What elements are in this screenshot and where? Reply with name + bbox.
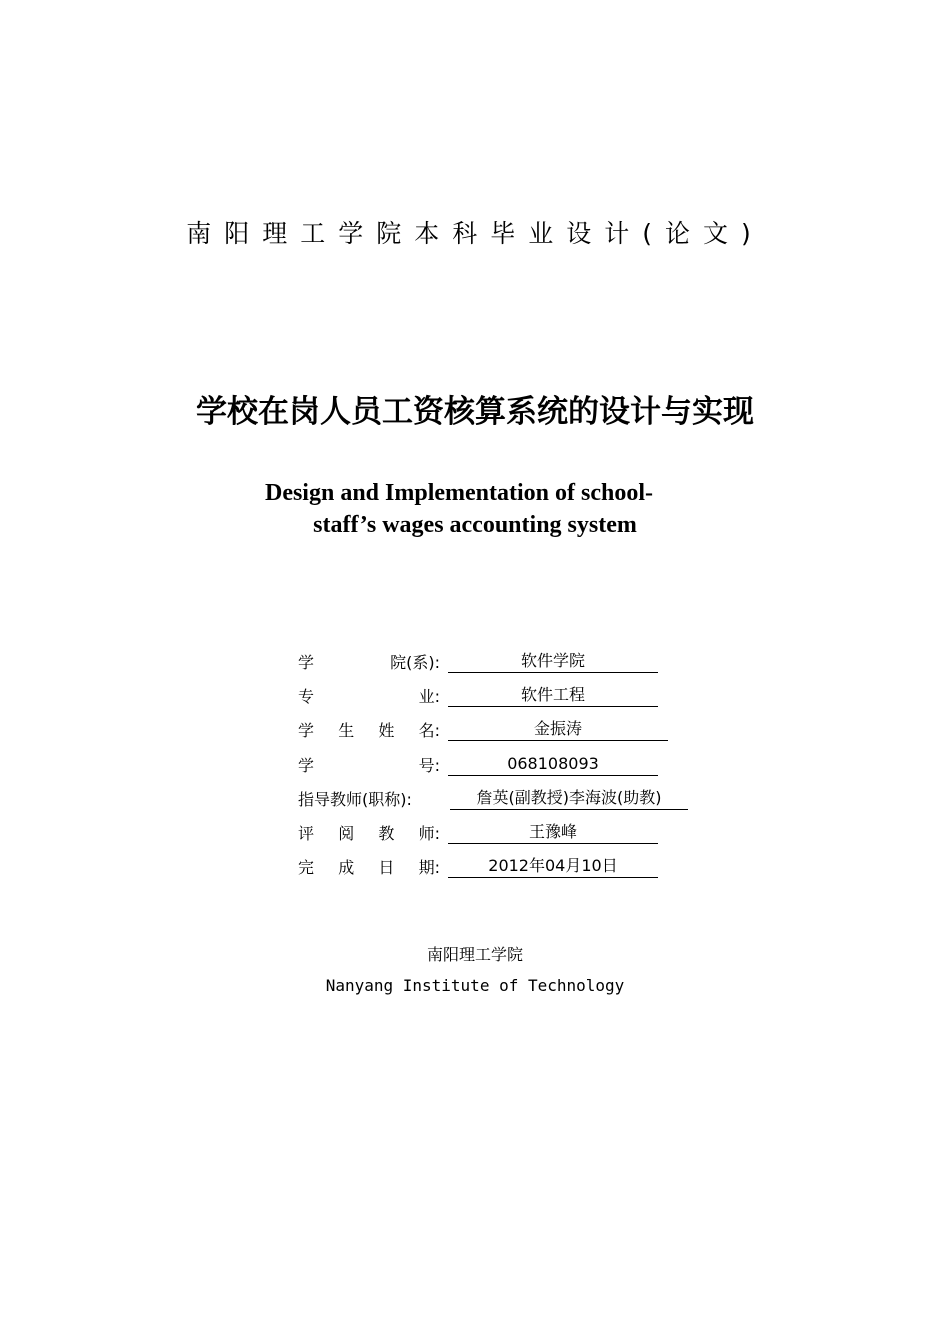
thesis-info-table [298,648,718,887]
info-label: 评 阅 教 师: [298,823,440,843]
thesis-title-chinese: 学校在岗人员工资核算系统的设计与实现 [196,394,754,430]
info-row-student-id [298,751,718,785]
school-thesis-header: 南阳理工学院本科毕业设计(论文) [186,219,764,248]
thesis-title-english-line2: staff’s wages accounting system [313,512,637,538]
info-row-advisor [298,785,718,819]
thesis-title-english-line1: Design and Implementation of school- [264,480,654,506]
info-value-completion-date: 2012年04月10日 [448,853,658,878]
info-row-department [298,648,718,682]
info-value-reviewer: 王豫峰 [448,819,658,844]
info-value-department: 软件学院 [448,648,658,673]
info-row-student-name [298,716,718,750]
info-row-completion-date [298,853,718,887]
institute-name-chinese: 南阳理工学院 [426,945,523,964]
institute-name-english: Nanyang Institute of Technology [325,976,625,995]
info-value-major: 软件工程 [448,682,658,707]
info-label: 学 号: [298,755,440,775]
info-value-advisor: 詹英(副教授)李海波(助教) [450,785,688,810]
info-label: 学 生 姓 名: [298,721,440,741]
info-row-reviewer [298,819,718,853]
info-label: 完 成 日 期: [298,858,440,878]
info-value-student-id: 068108093 [448,751,658,776]
info-label: 专 业: [298,687,440,707]
info-row-major [298,682,718,716]
info-value-student-name: 金振涛 [448,716,668,741]
info-label: 学 院(系): [298,653,440,672]
info-label: 指导教师(职称): [298,789,412,809]
